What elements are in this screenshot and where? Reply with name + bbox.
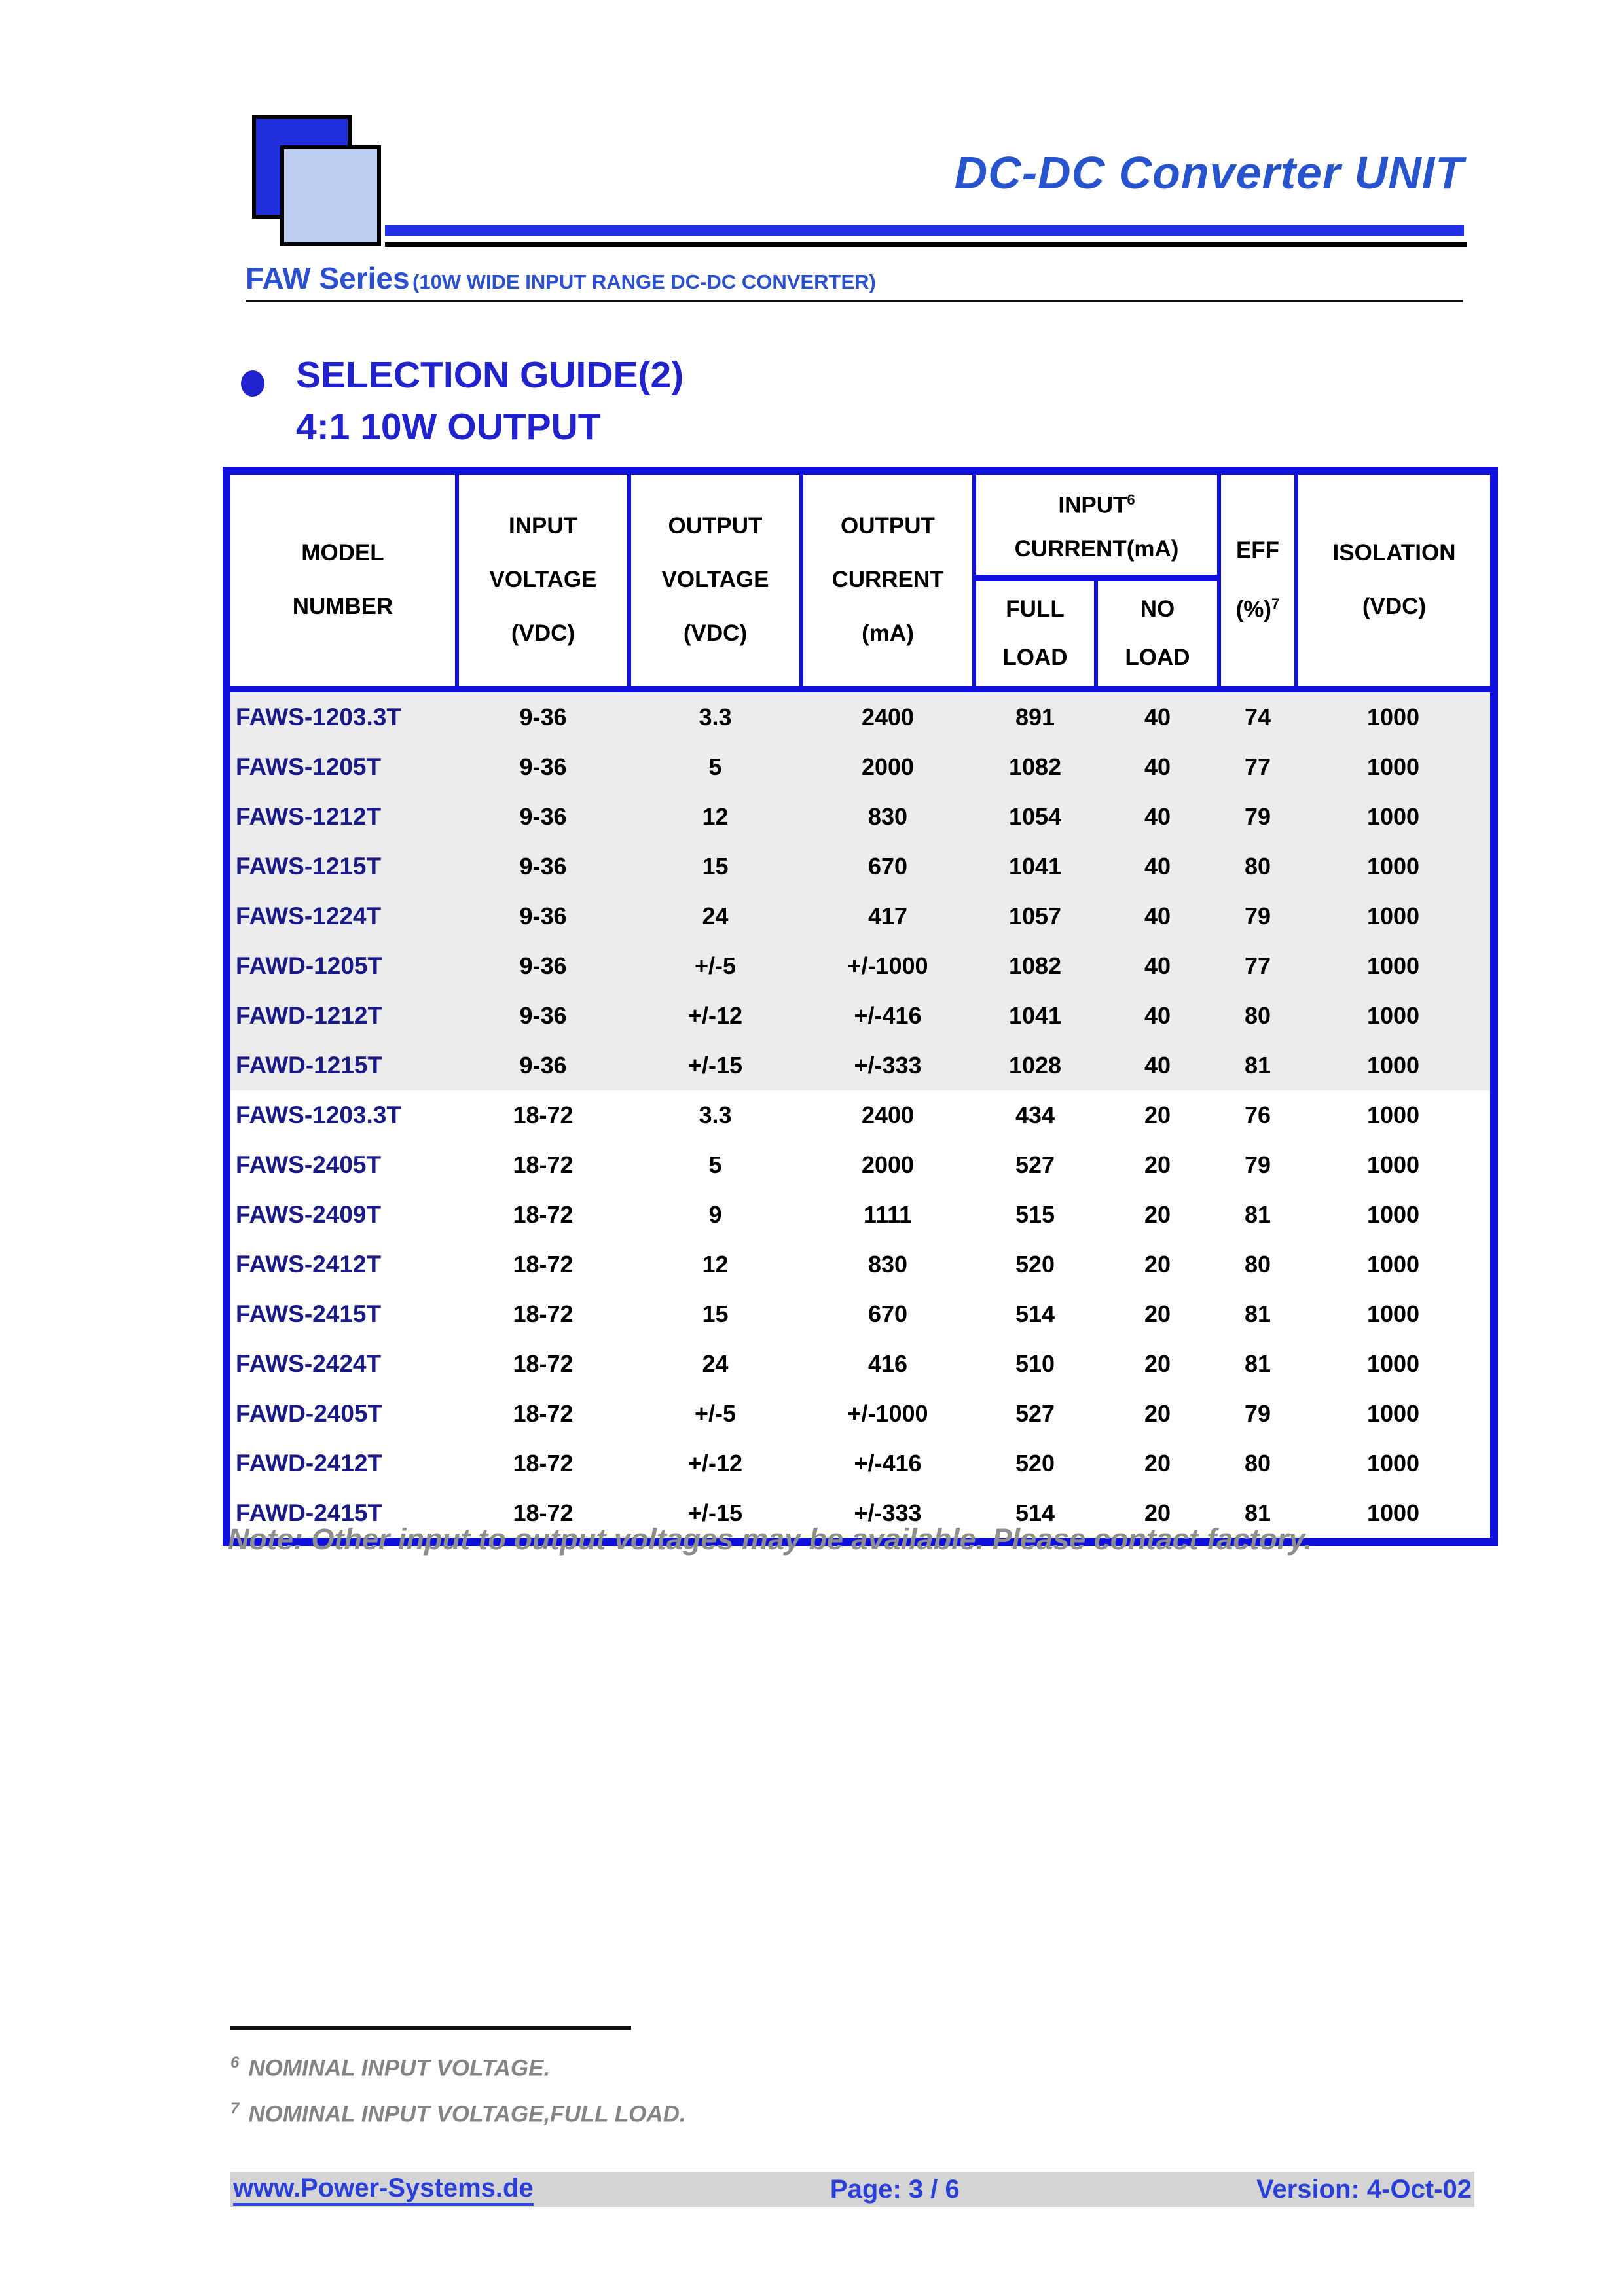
value-cell: 514 [974,1488,1096,1542]
value-cell: 24 [629,891,801,941]
value-cell: +/-5 [629,1389,801,1439]
model-cell: FAWS-2424T [227,1339,457,1389]
value-cell: 1000 [1296,1190,1494,1240]
heading-line2: 4:1 10W OUTPUT [296,406,601,448]
value-cell: 20 [1096,1190,1219,1240]
value-cell: 1000 [1296,792,1494,842]
column-header-model: MODEL NUMBER [227,471,457,689]
value-cell: +/-12 [629,991,801,1041]
value-cell: 77 [1219,742,1296,792]
value-cell: 510 [974,1339,1096,1389]
value-cell: 1041 [974,991,1096,1041]
value-cell: 1111 [801,1190,974,1240]
value-cell: 20 [1096,1090,1219,1140]
footnote-rule [230,2026,631,2030]
value-cell: 9-36 [457,891,629,941]
value-cell: 1000 [1296,1240,1494,1289]
series-rule [246,300,1463,302]
table-row [227,1190,1494,1240]
value-cell: 520 [974,1240,1096,1289]
value-cell: 24 [629,1339,801,1389]
value-cell: 1000 [1296,842,1494,891]
value-cell: 670 [801,842,974,891]
selection-table-body [227,689,1494,1542]
value-cell: 20 [1096,1439,1219,1488]
value-cell: +/-416 [801,991,974,1041]
value-cell: 12 [629,792,801,842]
value-cell: 2000 [801,1140,974,1190]
value-cell: +/-12 [629,1439,801,1488]
value-cell: 9-36 [457,689,629,742]
value-cell: 1028 [974,1041,1096,1090]
value-cell: 77 [1219,941,1296,991]
value-cell: 20 [1096,1240,1219,1289]
value-cell: 1000 [1296,991,1494,1041]
value-cell: 18-72 [457,1389,629,1439]
value-cell: 20 [1096,1488,1219,1542]
table-row [227,1140,1494,1190]
footer-website-link[interactable]: www.Power-Systems.de [233,2174,534,2206]
value-cell: +/-1000 [801,941,974,991]
value-cell: 3.3 [629,689,801,742]
footer-bar [230,2172,1474,2207]
value-cell: 18-72 [457,1488,629,1542]
value-cell: 9-36 [457,842,629,891]
model-cell: FAWD-1205T [227,941,457,991]
series-title [246,260,1463,296]
value-cell: 81 [1219,1339,1296,1389]
table-row [227,891,1494,941]
value-cell: +/-15 [629,1488,801,1542]
value-cell: 1000 [1296,941,1494,991]
value-cell: 80 [1219,1240,1296,1289]
value-cell: 18-72 [457,1240,629,1289]
column-header-input-current: INPUT$^6$ CURRENT(mA) [974,471,1219,578]
column-header-eff: EFF (%)$^7$ [1219,471,1296,689]
value-cell: 1000 [1296,1488,1494,1542]
column-header-output-voltage: OUTPUT VOLTAGE (VDC) [629,471,801,689]
value-cell: 18-72 [457,1289,629,1339]
model-cell: FAWD-2412T [227,1439,457,1488]
value-cell: 18-72 [457,1140,629,1190]
series-description: (10W WIDE INPUT RANGE DC-DC CONVERTER) [412,270,876,293]
value-cell: 81 [1219,1289,1296,1339]
value-cell: 15 [629,842,801,891]
model-cell: FAWS-1212T [227,792,457,842]
value-cell: 1082 [974,941,1096,991]
value-cell: 1000 [1296,1140,1494,1190]
table-row [227,941,1494,991]
value-cell: 18-72 [457,1439,629,1488]
model-cell: FAWD-2405T [227,1389,457,1439]
value-cell: 2000 [801,742,974,792]
series-name: FAW Series [246,261,410,295]
value-cell: 5 [629,1140,801,1190]
table-row [227,1389,1494,1439]
value-cell: 1057 [974,891,1096,941]
value-cell: 527 [974,1140,1096,1190]
value-cell: 40 [1096,792,1219,842]
value-cell: 40 [1096,941,1219,991]
table-row [227,689,1494,742]
table-row [227,1339,1494,1389]
footnote-marker: 7 [230,2100,240,2117]
footer-version: Version: 4-Oct-02 [1256,2174,1472,2204]
value-cell: 81 [1219,1190,1296,1240]
model-cell: FAWS-1203.3T [227,1090,457,1140]
value-cell: +/-15 [629,1041,801,1090]
value-cell: 434 [974,1090,1096,1140]
value-cell: 80 [1219,1439,1296,1488]
value-cell: 2400 [801,689,974,742]
page-title: DC-DC Converter UNIT [954,147,1464,198]
company-logo [252,115,383,249]
footnote-text: NOMINAL INPUT VOLTAGE. [248,2055,551,2081]
value-cell: 9 [629,1190,801,1240]
value-cell: 20 [1096,1289,1219,1339]
model-cell: FAWS-2415T [227,1289,457,1339]
header-rule [385,242,1467,247]
column-header-no-load: NO LOAD [1096,578,1219,689]
table-row [227,991,1494,1041]
value-cell: 20 [1096,1389,1219,1439]
value-cell: 1000 [1296,891,1494,941]
value-cell: 9-36 [457,991,629,1041]
value-cell: 891 [974,689,1096,742]
value-cell: 9-36 [457,1041,629,1090]
value-cell: 2400 [801,1090,974,1140]
value-cell: 1082 [974,742,1096,792]
selection-guide-table [223,467,1498,1546]
footnote-text: NOMINAL INPUT VOLTAGE,FULL LOAD. [248,2101,686,2127]
value-cell: 9-36 [457,742,629,792]
value-cell: 76 [1219,1090,1296,1140]
value-cell: 12 [629,1240,801,1289]
value-cell: 15 [629,1289,801,1339]
section-heading [296,350,684,453]
table-row [227,1240,1494,1289]
heading-line1: SELECTION GUIDE(2) [296,354,684,396]
model-cell: FAWS-1203.3T [227,689,457,742]
value-cell: 18-72 [457,1190,629,1240]
value-cell: 79 [1219,1140,1296,1190]
value-cell: 830 [801,1240,974,1289]
value-cell: 18-72 [457,1339,629,1389]
table-row [227,1439,1494,1488]
model-cell: FAWD-2415T [227,1488,457,1542]
value-cell: 1000 [1296,1289,1494,1339]
model-cell: FAWD-1212T [227,991,457,1041]
value-cell: 40 [1096,891,1219,941]
logo-front-square-icon [280,145,381,246]
value-cell: 18-72 [457,1090,629,1140]
table-row [227,1090,1494,1140]
table-row [227,792,1494,842]
value-cell: 1000 [1296,1439,1494,1488]
value-cell: 416 [801,1339,974,1389]
value-cell: 515 [974,1190,1096,1240]
footnote-item [230,2100,686,2128]
value-cell: 80 [1219,991,1296,1041]
value-cell: 20 [1096,1140,1219,1190]
value-cell: +/-5 [629,941,801,991]
model-cell: FAWS-2405T [227,1140,457,1190]
header-accent-bar [385,225,1464,236]
value-cell: 1000 [1296,689,1494,742]
value-cell: 830 [801,792,974,842]
table-row [227,742,1494,792]
value-cell: +/-416 [801,1439,974,1488]
table-row [227,842,1494,891]
value-cell: 1000 [1296,742,1494,792]
model-cell: FAWD-1215T [227,1041,457,1090]
footnote-item [230,2054,550,2082]
value-cell: 670 [801,1289,974,1339]
model-cell: FAWS-1205T [227,742,457,792]
value-cell: 1000 [1296,1041,1494,1090]
value-cell: 74 [1219,689,1296,742]
value-cell: 1041 [974,842,1096,891]
value-cell: 80 [1219,842,1296,891]
value-cell: 40 [1096,842,1219,891]
value-cell: 40 [1096,689,1219,742]
table-row [227,1289,1494,1339]
value-cell: 79 [1219,1389,1296,1439]
value-cell: 5 [629,742,801,792]
footnote-marker: 6 [230,2054,240,2072]
value-cell: +/-1000 [801,1389,974,1439]
column-header-output-current: OUTPUT CURRENT (mA) [801,471,974,689]
value-cell: 79 [1219,792,1296,842]
value-cell: 40 [1096,1041,1219,1090]
value-cell: +/-333 [801,1041,974,1090]
note-text: Note: Other input to output voltages may be available. Please contact factory. [228,1522,1313,1556]
value-cell: 9-36 [457,792,629,842]
table-row [227,1041,1494,1090]
value-cell: 40 [1096,742,1219,792]
model-cell: FAWS-1215T [227,842,457,891]
value-cell: 81 [1219,1041,1296,1090]
bullet-icon [241,370,264,397]
value-cell: 40 [1096,991,1219,1041]
value-cell: 514 [974,1289,1096,1339]
column-header-full-load: FULL LOAD [974,578,1096,689]
value-cell: 527 [974,1389,1096,1439]
value-cell: 417 [801,891,974,941]
value-cell: 9-36 [457,941,629,991]
model-cell: FAWS-1224T [227,891,457,941]
value-cell: 1054 [974,792,1096,842]
value-cell: 1000 [1296,1090,1494,1140]
value-cell: 1000 [1296,1389,1494,1439]
value-cell: 81 [1219,1488,1296,1542]
value-cell: +/-333 [801,1488,974,1542]
value-cell: 1000 [1296,1339,1494,1389]
model-cell: FAWS-2409T [227,1190,457,1240]
column-header-isolation: ISOLATION (VDC) [1296,471,1494,689]
model-cell: FAWS-2412T [227,1240,457,1289]
footer-page-number: Page: 3 / 6 [830,2174,960,2204]
value-cell: 520 [974,1439,1096,1488]
value-cell: 3.3 [629,1090,801,1140]
value-cell: 79 [1219,891,1296,941]
column-header-input-voltage: INPUT VOLTAGE (VDC) [457,471,629,689]
value-cell: 20 [1096,1339,1219,1389]
